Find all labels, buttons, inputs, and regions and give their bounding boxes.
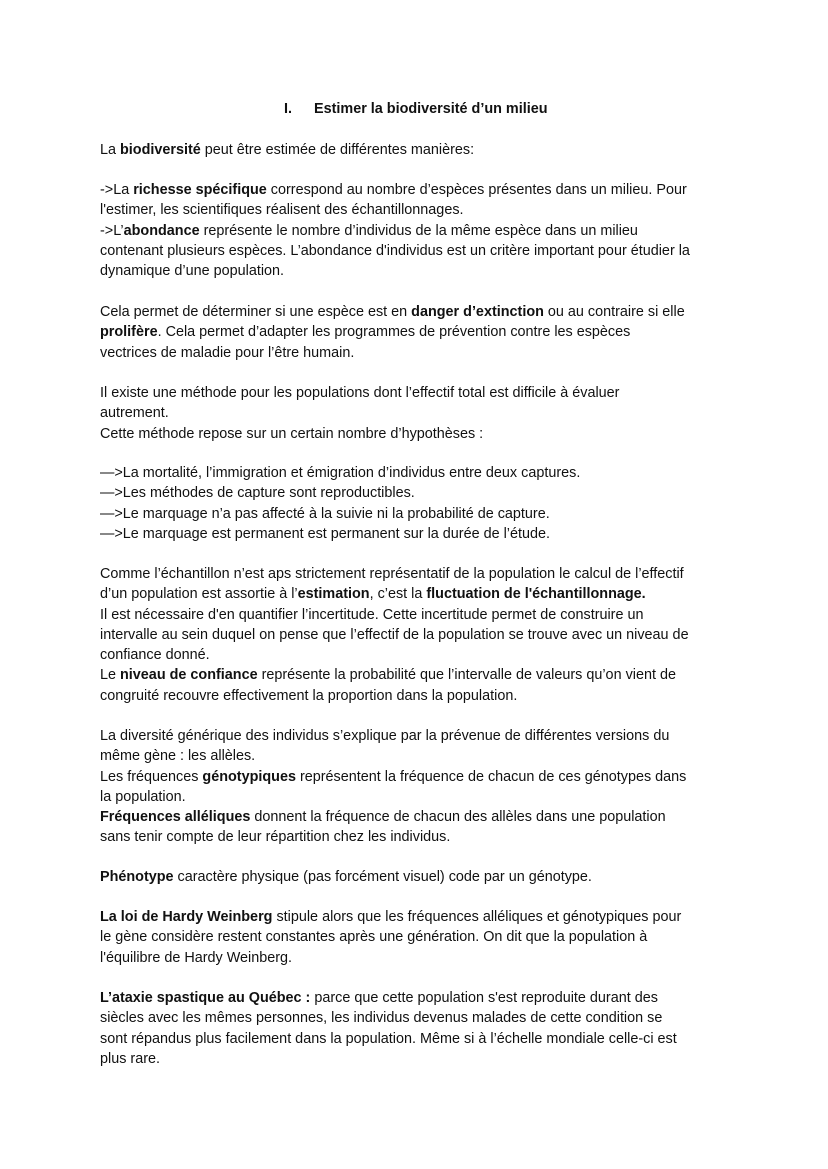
text-line	[100, 584, 740, 604]
paragraph-sampling	[100, 564, 740, 706]
text-line	[100, 665, 740, 685]
bold-term: fluctuation de l'échantillonnage.	[426, 586, 646, 603]
text-run: correspond au nombre d’espèces présentes dans un milieu. Pour	[266, 182, 687, 198]
bold-term: La loi de Hardy Weinberg	[100, 909, 273, 925]
text-run: Le	[100, 667, 121, 684]
list-item: —>Le marquage n’a pas affecté à la suivie ni la probabilité de capture.	[100, 505, 550, 522]
text-line: dynamique d’une population.	[100, 263, 285, 280]
text-line: sans tenir compte de leur répartition chez les individus.	[100, 829, 451, 846]
text-line: Il est nécessaire d'en quantifier l’incertitude. Cette incertitude permet de construire un	[100, 606, 644, 623]
bold-term: estimation	[297, 586, 370, 603]
bold-term: danger d’extinction	[411, 304, 544, 320]
text-line	[100, 767, 740, 787]
paragraph-hardy-weinberg	[100, 907, 740, 968]
text-line: contenant plusieurs espèces. L’abondance d'individus est un critère important pour étudier la	[100, 242, 690, 259]
bold-term: abondance	[123, 222, 200, 239]
text-line: Cette méthode repose sur un certain nombre d’hypothèses :	[100, 425, 484, 442]
text-line: congruité recouvre effectivement la proportion dans la population.	[100, 687, 518, 704]
bold-term: L’ataxie spastique au Québec :	[100, 990, 311, 1006]
text-line: autrement.	[100, 405, 169, 422]
text-run: donnent la fréquence de chacun des allèles dans une population	[250, 809, 666, 826]
text-run: Cela permet de déterminer si une espèce est en	[100, 304, 412, 320]
text-line: vectrices de maladie pour l’être humain.	[100, 344, 355, 361]
bold-term: Phénotype	[100, 869, 174, 885]
text-line: siècles avec les mêmes personnes, les individus devenus malades de cette condition se	[100, 1010, 663, 1027]
text-run: ou au contraire si elle	[543, 304, 685, 320]
section-number: I.	[284, 101, 292, 117]
text-run: parce que cette population s'est reproduite durant des	[310, 990, 658, 1006]
bold-term: richesse spécifique	[133, 182, 267, 198]
text-line	[100, 867, 740, 887]
paragraph-phenotype	[100, 867, 740, 887]
text-line	[100, 988, 740, 1008]
text-run: La	[100, 142, 121, 158]
text-line: plus rare.	[100, 1050, 160, 1067]
hypotheses-list	[100, 463, 740, 544]
text-line	[100, 807, 740, 827]
bold-term: Fréquences alléliques	[100, 809, 251, 826]
paragraph-extinction	[100, 302, 740, 363]
bold-term: biodiversité	[120, 142, 201, 158]
text-line: la population.	[100, 788, 186, 805]
text-line: confiance donné.	[100, 647, 210, 664]
paragraph-ataxia-quebec	[100, 988, 740, 1069]
list-item: —>Le marquage est permanent est permanent sur la durée de l’étude.	[100, 525, 550, 542]
bold-term: génotypiques	[202, 768, 296, 785]
text-line	[100, 302, 740, 322]
list-item: —>Les méthodes de capture sont reproductibles.	[100, 485, 415, 502]
text-run: peut être estimée de différentes manières:	[200, 142, 475, 158]
text-line	[100, 221, 740, 241]
text-line: l'estimer, les scientifiques réalisent des échantillonnages.	[100, 202, 464, 219]
bold-term: niveau de confiance	[120, 667, 258, 684]
text-line: même gène : les allèles.	[100, 748, 256, 765]
paragraph-richness-abundance	[100, 180, 740, 281]
text-line: Comme l’échantillon n’est aps strictement représentatif de la population le calcul de l’effectif	[100, 566, 684, 582]
text-run: représente le nombre d’individus de la même espèce dans un milieu	[199, 222, 638, 239]
text-run: représentent la fréquence de chacun de ces génotypes dans	[295, 768, 687, 785]
text-line: La diversité générique des individus s’explique par la prévenue de différentes versions du	[100, 728, 670, 744]
text-line: Il existe une méthode pour les populations dont l’effectif total est difficile à évaluer	[100, 385, 620, 401]
text-line: sont répandus plus facilement dans la population. Même si à l’échelle mondiale celle-ci est	[100, 1030, 677, 1047]
text-run: d’un population est assortie à l’	[100, 586, 298, 603]
text-run: ->La	[100, 182, 134, 198]
paragraph-genetic-diversity	[100, 726, 740, 848]
text-run: représente la probabilité que l’intervalle de valeurs qu’on vient de	[257, 667, 676, 684]
text-run: stipule alors que les fréquences alléliques et génotypiques pour	[272, 909, 682, 925]
paragraph-biodiversity-intro	[100, 140, 740, 160]
text-line: le gène considère restent constantes après une génération. On dit que la population à	[100, 929, 648, 946]
section-title: Estimer la biodiversité d’un milieu	[314, 101, 548, 117]
text-line	[100, 907, 740, 927]
text-run: caractère physique (pas forcément visuel) code par un génotype.	[173, 869, 592, 885]
text-run: Les fréquences	[100, 768, 203, 785]
bold-term: prolifère	[100, 324, 158, 341]
text-line	[100, 180, 740, 200]
text-run: . Cela permet d’adapter les programmes de prévention contre les espèces	[157, 324, 631, 341]
text-line: intervalle au sein duquel on pense que l’effectif de la population se trouve avec un niveau de	[100, 626, 689, 643]
text-line	[100, 140, 740, 160]
paragraph-method	[100, 383, 740, 444]
section-heading	[284, 99, 548, 119]
text-run: ->L’	[100, 222, 124, 239]
text-line	[100, 322, 740, 342]
list-item: —>La mortalité, l’immigration et émigration d’individus entre deux captures.	[100, 465, 581, 481]
text-run: , c’est la	[369, 586, 427, 603]
text-line: l'équilibre de Hardy Weinberg.	[100, 949, 293, 966]
